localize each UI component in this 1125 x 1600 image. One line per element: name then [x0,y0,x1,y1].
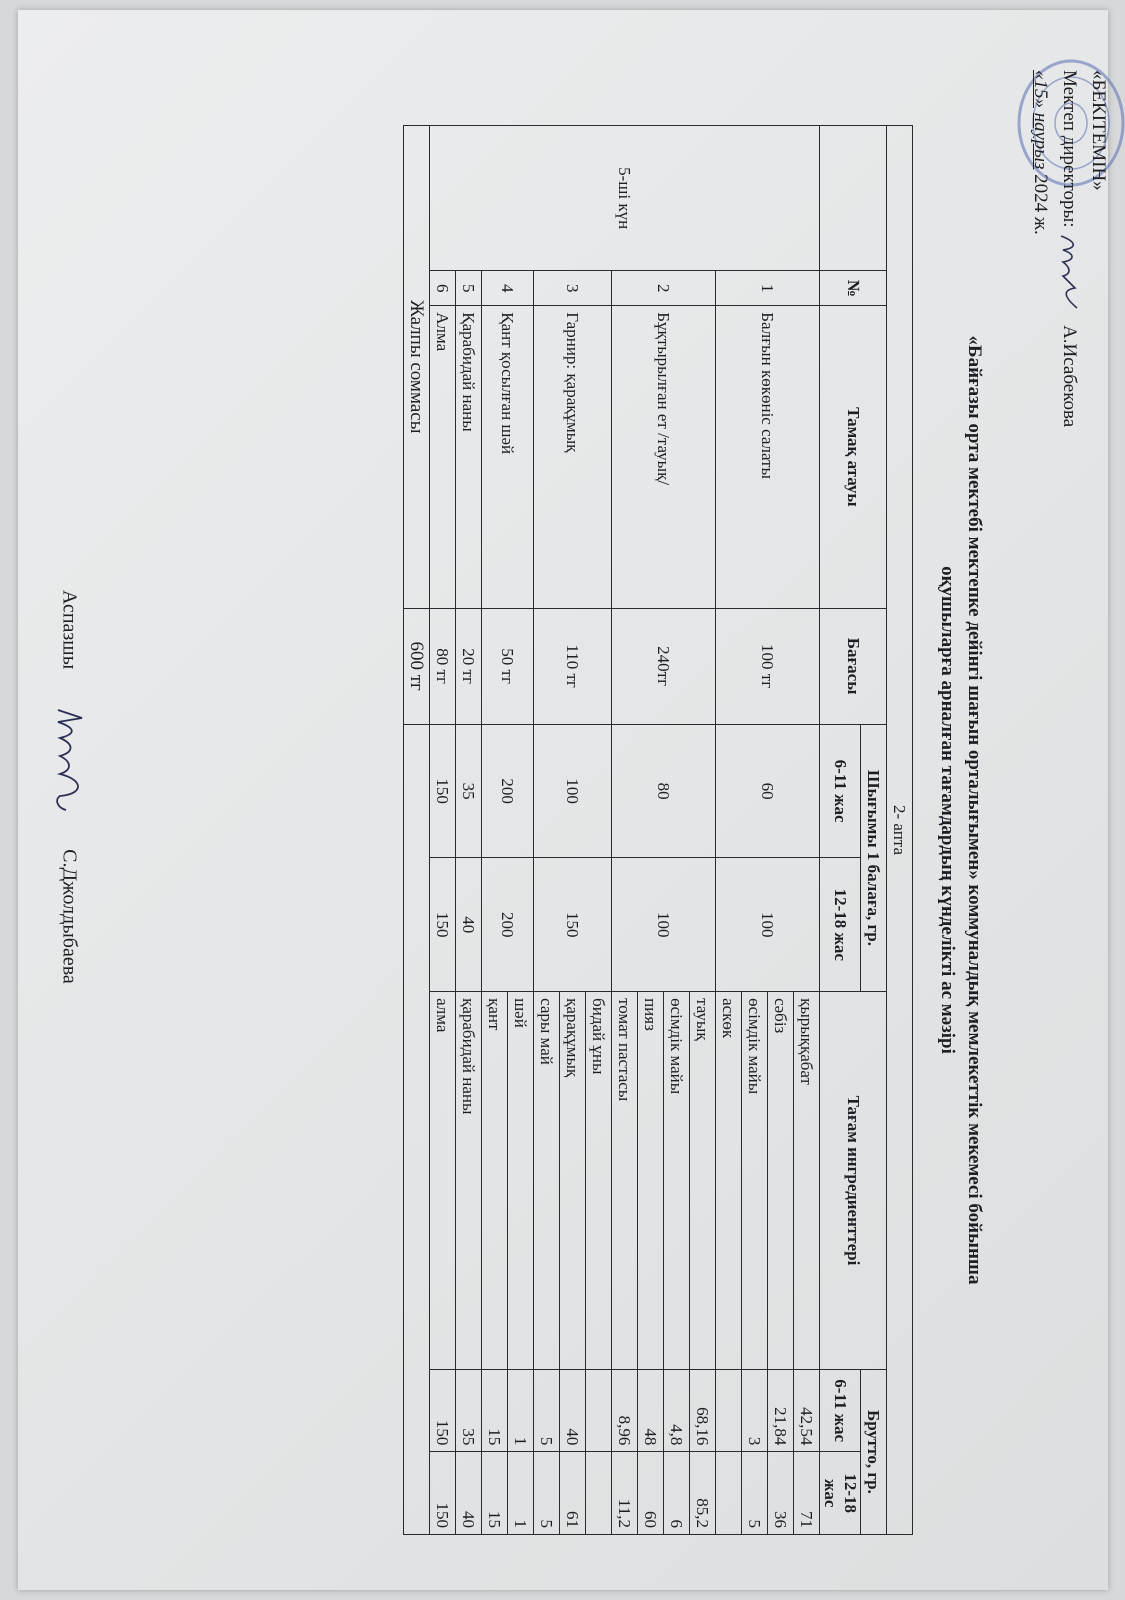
ingredient-name: қырыққабат [794,992,820,1370]
dish-output-6-11: 35 [456,724,482,858]
document-title [934,50,988,1570]
dish-number: 2 [612,271,716,306]
ingredient-name: қарақұмық [560,992,586,1370]
header-output-12-18: 12-18 жас [820,858,861,992]
ingredient-name: пияз [638,992,664,1370]
table-row [794,126,820,1535]
cook-role: Аспазшы [58,590,81,670]
dish-output-12-18: 200 [482,858,534,992]
dish-number: 3 [534,271,612,306]
dish-output-12-18: 100 [612,858,716,992]
header-number: № [820,271,887,306]
header-day-cell [820,126,887,271]
dish-output-12-18: 40 [456,858,482,992]
ingredient-name: өсімдік майы [742,992,768,1370]
ingredient-name: сәбіз [768,992,794,1370]
dish-price: 240тг [612,608,716,724]
brutto-6-11: 4,8 [664,1369,690,1452]
director-name: А.Исабекова [1059,325,1080,428]
brutto-12-18: 5 [742,1452,768,1535]
brutto-6-11: 1 [508,1369,534,1452]
dish-price: 80 тг [430,608,456,724]
brutto-6-11: 21,84 [768,1369,794,1452]
dish-price: 110 тг [534,608,612,724]
title-line-1: «Байғазы орта мектебі мектепке дейінгі шағын орталығымен» коммуналдық мемлекеттік мекемесі бойынша [964,335,985,1285]
dish-output-12-18: 100 [716,858,820,992]
week-row [887,126,913,1535]
table-row [430,126,456,1535]
menu-document [33,30,1123,1590]
dish-name: Қант қосылған шәй [482,306,534,608]
day-label: 5-ші күн [430,126,820,271]
paper-sheet [18,10,1108,1590]
brutto-6-11 [716,1369,742,1452]
header-row [861,126,887,1535]
dish-price: 100 тг [716,608,820,724]
brutto-12-18: 71 [794,1452,820,1535]
brutto-6-11: 8,96 [612,1369,638,1452]
brutto-12-18: 6 [664,1452,690,1535]
ingredient-name: тауық [690,992,716,1370]
ingredient-name: қарабидай наны [456,992,482,1370]
table-row [586,126,612,1535]
dish-name: Гарнир: қарақұмық [534,306,612,608]
table-row [508,126,534,1535]
cook-signature [48,704,88,814]
brutto-12-18: 60 [638,1452,664,1535]
header-price: Бағасы [820,608,887,724]
header-output: Шығымы 1 балаға, гр. [861,724,887,991]
brutto-12-18: 61 [560,1452,586,1535]
header-brutto-12-18: 12-18 жас [820,1452,861,1535]
brutto-6-11: 35 [456,1369,482,1452]
brutto-6-11: 150 [430,1369,456,1452]
brutto-12-18 [586,1452,612,1535]
ingredient-name: аскөк [716,992,742,1370]
brutto-12-18: 85,2 [690,1452,716,1535]
ingredient-name: шәй [508,992,534,1370]
dish-number: 4 [482,271,534,306]
dish-output-6-11: 60 [716,724,820,858]
total-row-empty [404,724,430,1534]
director-line [1055,70,1084,427]
brutto-12-18: 36 [768,1452,794,1535]
title-line-2: оқушыларға арналған тағамдардың күнделікті ас мәзірі [937,566,958,1054]
header-brutto-6-11: 6-11 жас [820,1369,861,1452]
director-signature [1055,232,1081,312]
dish-output-6-11: 100 [534,724,612,858]
ingredient-name: томат пастасы [612,992,638,1370]
total-row [404,126,430,1535]
dish-output-12-18: 150 [534,858,612,992]
dish-output-12-18: 150 [430,858,456,992]
date-open-quote: « [1030,70,1051,80]
approval-block [1026,70,1113,427]
total-value: 600 тг [404,608,430,724]
dish-output-6-11: 200 [482,724,534,858]
ingredient-name: алма [430,992,456,1370]
brutto-6-11: 40 [560,1369,586,1452]
header-brutto: Брутто, гр. [861,1369,887,1534]
brutto-12-18: 5 [534,1452,560,1535]
date-month: наурыз [1030,112,1051,170]
brutto-12-18: 15 [482,1452,508,1535]
brutto-12-18 [716,1452,742,1535]
dish-number: 5 [456,271,482,306]
week-label: 2- апта [887,126,913,1535]
header-output-6-11: 6-11 жас [820,724,861,858]
dish-output-6-11: 150 [430,724,456,858]
menu-table [403,125,913,1535]
brutto-12-18: 11,2 [612,1452,638,1535]
ingredient-name: сары май [534,992,560,1370]
brutto-6-11: 15 [482,1369,508,1452]
dish-price: 50 тг [482,608,534,724]
dish-price: 20 тг [456,608,482,724]
header-dish: Тамақ атауы [820,306,887,608]
dish-number: 6 [430,271,456,306]
dish-name: Балғын көкөніс салаты [716,306,820,608]
dish-name: Бұқтырылған ет /тауық/ [612,306,716,608]
approval-date [1026,70,1055,427]
date-year: 2024 ж. [1030,174,1051,235]
ingredient-name: қант [482,992,508,1370]
dish-output-6-11: 80 [612,724,716,858]
cook-signature-line [48,590,88,984]
ingredient-name: өсімдік майы [664,992,690,1370]
cook-name: С.Джолдыбаева [58,849,81,984]
brutto-6-11 [586,1369,612,1452]
brutto-6-11: 5 [534,1369,560,1452]
dish-name: Алма [430,306,456,608]
dish-name: Қарабидай наны [456,306,482,608]
date-close-quote: » [1030,98,1051,108]
brutto-12-18: 40 [456,1452,482,1535]
brutto-12-18: 1 [508,1452,534,1535]
dish-number: 1 [716,271,820,306]
brutto-6-11: 3 [742,1369,768,1452]
table-row [456,126,482,1535]
brutto-6-11: 68,16 [690,1369,716,1452]
brutto-6-11: 48 [638,1369,664,1452]
table-row [690,126,716,1535]
brutto-12-18: 150 [430,1452,456,1535]
header-ingredients: Тағам ингредиенттері [820,992,887,1370]
date-day: 15 [1030,79,1051,99]
director-label: Мектеп директоры: [1059,70,1080,228]
total-label: Жалпы соммасы [404,126,430,609]
menu-table-body [404,126,913,1535]
approval-heading: «БЕКІТЕМІН» [1088,70,1109,191]
brutto-6-11: 42,54 [794,1369,820,1452]
ingredient-name: бидай ұны [586,992,612,1370]
